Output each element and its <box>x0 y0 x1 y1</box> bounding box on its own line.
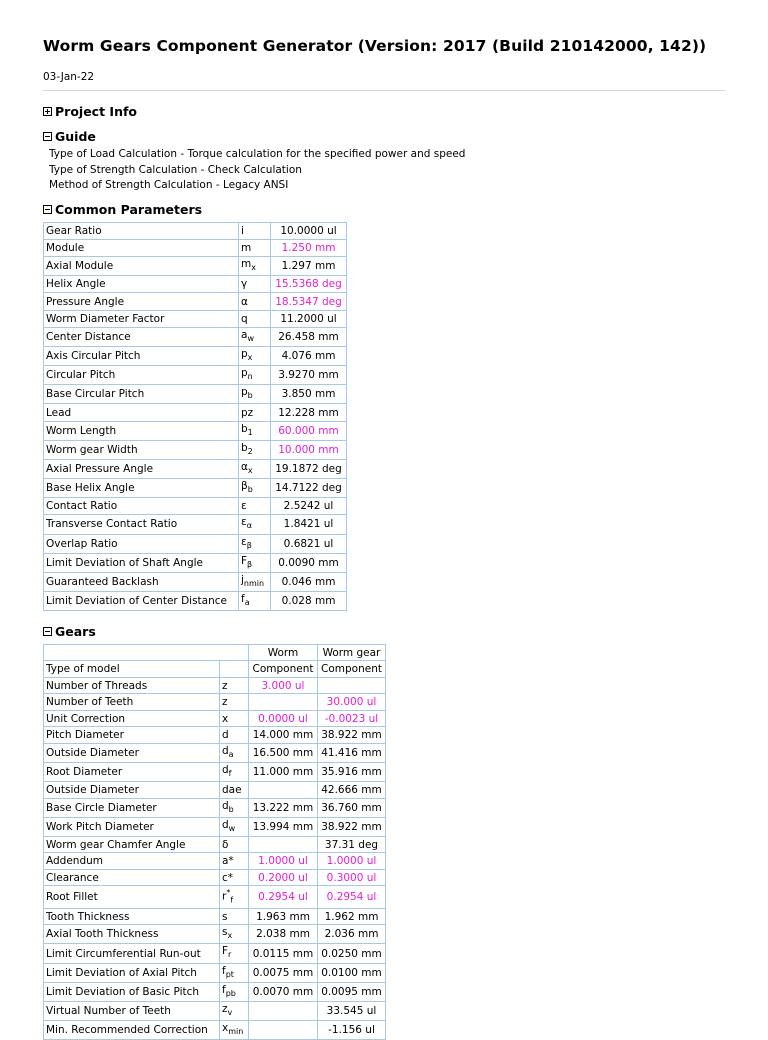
symbol: ε <box>241 516 247 529</box>
param-name: Base Circular Pitch <box>44 385 239 404</box>
table-row <box>44 404 347 421</box>
symbol-cell <box>239 328 271 347</box>
symbol-cell <box>239 498 271 515</box>
param-value: 0.028 mm <box>271 591 347 610</box>
param-name: Gear Ratio <box>44 222 239 239</box>
table-row <box>44 328 347 347</box>
symbol: r <box>222 890 227 903</box>
symbol-subscript: v <box>227 1007 233 1017</box>
symbol: d <box>222 818 229 831</box>
symbol-cell <box>239 553 271 572</box>
section-common-parameters[interactable] <box>43 202 725 218</box>
worm-gear-value: 42.666 mm <box>318 782 386 799</box>
symbol: z <box>222 679 228 692</box>
symbol-subscript: 2 <box>247 446 253 456</box>
worm-value: 0.0070 mm <box>249 982 318 1001</box>
symbol: a* <box>222 855 234 868</box>
worm-value: 0.2954 ul <box>249 886 318 909</box>
table-row <box>44 944 386 963</box>
param-name: Contact Ratio <box>44 498 239 515</box>
worm-gear-value: 2.036 mm <box>318 925 386 944</box>
symbol-cell <box>220 944 249 963</box>
symbol-subscript: b <box>228 804 234 814</box>
table-row <box>44 440 347 459</box>
symbol: a <box>241 329 248 342</box>
symbol-cell <box>239 479 271 498</box>
table-row <box>44 1001 386 1020</box>
symbol-cell <box>220 743 249 762</box>
param-value: 2.5242 ul <box>271 498 347 515</box>
param-name: Worm Length <box>44 421 239 440</box>
collapse-icon[interactable] <box>43 627 52 636</box>
symbol: f <box>222 983 226 996</box>
param-name: Limit Deviation of Center Distance <box>44 591 239 610</box>
table-row <box>44 1020 386 1039</box>
worm-value: 1.0000 ul <box>249 853 318 870</box>
table-row <box>44 710 386 727</box>
table-row <box>44 694 386 711</box>
symbol-subscript: n <box>247 372 253 382</box>
param-value: 1.8421 ul <box>271 515 347 534</box>
param-name: Axis Circular Pitch <box>44 347 239 366</box>
symbol: s <box>222 910 228 923</box>
guide-line: Type of Strength Calculation - Check Calculation <box>49 163 302 176</box>
symbol-subscript: pt <box>225 969 234 979</box>
symbol-subscript: x <box>247 466 253 476</box>
symbol: q <box>241 312 248 325</box>
worm-gear-value: 0.0095 mm <box>318 982 386 1001</box>
table-row <box>44 534 347 553</box>
symbol: dae <box>222 783 242 796</box>
worm-gear-value: 33.545 ul <box>318 1001 386 1020</box>
table-row <box>44 762 386 781</box>
param-name: Axial Tooth Thickness <box>44 925 220 944</box>
symbol-subscript: nmin <box>243 578 265 588</box>
symbol-cell <box>239 404 271 421</box>
symbol-cell <box>220 798 249 817</box>
worm-gear-value: 1.0000 ul <box>318 853 386 870</box>
table-row <box>44 661 386 678</box>
symbol-subscript: a <box>244 597 250 607</box>
table-row <box>44 515 347 534</box>
section-title: Common Parameters <box>55 202 203 217</box>
symbol-cell <box>220 1001 249 1020</box>
collapse-icon[interactable] <box>43 132 52 141</box>
symbol: m <box>241 241 252 254</box>
table-row <box>44 817 386 836</box>
param-value: 1.250 mm <box>271 239 347 256</box>
param-name: Pitch Diameter <box>44 727 220 744</box>
worm-value <box>249 1020 318 1039</box>
symbol: δ <box>222 838 229 851</box>
symbol-subscript: f <box>228 769 232 779</box>
section-title: Gears <box>55 624 96 640</box>
table-row <box>44 982 386 1001</box>
symbol: s <box>222 926 228 939</box>
symbol: F <box>241 554 248 567</box>
worm-value: 3.000 ul <box>249 677 318 694</box>
worm-value: 0.0075 mm <box>249 963 318 982</box>
symbol-cell <box>220 963 249 982</box>
worm-gear-value: 0.3000 ul <box>318 869 386 886</box>
symbol-cell <box>220 710 249 727</box>
param-name: Outside Diameter <box>44 743 220 762</box>
gears-table <box>43 644 386 1040</box>
symbol-cell <box>220 677 249 694</box>
worm-value <box>249 1001 318 1020</box>
symbol-subscript: w <box>247 334 254 344</box>
table-row <box>44 293 347 310</box>
param-value: 14.7122 deg <box>271 479 347 498</box>
section-guide[interactable] <box>43 128 725 144</box>
symbol-cell <box>239 534 271 553</box>
table-row <box>44 421 347 440</box>
table-row <box>44 591 347 610</box>
symbol-cell <box>239 347 271 366</box>
symbol: ε <box>241 500 247 513</box>
param-value: 0.6821 ul <box>271 534 347 553</box>
collapse-icon[interactable] <box>43 205 52 214</box>
worm-value <box>249 782 318 799</box>
symbol-subscript: x <box>251 263 256 273</box>
param-name: Base Helix Angle <box>44 479 239 498</box>
param-name: Lead <box>44 404 239 421</box>
param-name: Center Distance <box>44 328 239 347</box>
divider <box>43 90 725 91</box>
symbol-subscript: min <box>228 1026 244 1036</box>
table-row <box>44 782 386 799</box>
symbol: d <box>222 729 229 742</box>
symbol-cell <box>220 886 249 909</box>
worm-value: 0.2000 ul <box>249 869 318 886</box>
param-value: 19.1872 deg <box>271 459 347 478</box>
param-value: 0.046 mm <box>271 572 347 591</box>
guide-line: Method of Strength Calculation - Legacy ANSI <box>49 179 289 191</box>
worm-value: 2.038 mm <box>249 925 318 944</box>
column-header-worm: Worm <box>249 644 318 661</box>
param-name: Outside Diameter <box>44 782 220 799</box>
symbol: d <box>222 799 229 812</box>
param-value: 3.9270 mm <box>271 366 347 385</box>
symbol-cell <box>220 694 249 711</box>
symbol-subscript: x <box>227 931 233 941</box>
worm-value: 13.222 mm <box>249 798 318 817</box>
symbol: j <box>241 573 244 586</box>
worm-value: 1.963 mm <box>249 908 318 925</box>
symbol: b <box>241 422 248 435</box>
symbol-cell <box>220 853 249 870</box>
header-empty-cell <box>44 644 249 661</box>
param-name: Overlap Ratio <box>44 534 239 553</box>
worm-value <box>249 836 318 853</box>
symbol: p <box>241 348 248 361</box>
table-row <box>44 886 386 909</box>
table-row <box>44 572 347 591</box>
symbol: b <box>241 441 248 454</box>
symbol-subscript: a <box>228 749 234 759</box>
param-name: Worm gear Chamfer Angle <box>44 836 220 853</box>
symbol-cell <box>239 459 271 478</box>
symbol: d <box>222 763 229 776</box>
section-gears[interactable] <box>43 624 725 640</box>
param-name: Axial Pressure Angle <box>44 459 239 478</box>
worm-gear-value: Component <box>318 661 386 678</box>
symbol: i <box>241 224 244 237</box>
symbol: β <box>241 480 248 493</box>
symbol-cell <box>220 661 249 678</box>
param-value: 10.000 mm <box>271 440 347 459</box>
symbol-subscript: b <box>247 485 253 495</box>
param-name: Helix Angle <box>44 276 239 293</box>
param-name: Axial Module <box>44 257 239 276</box>
worm-value: 0.0000 ul <box>249 710 318 727</box>
symbol: f <box>222 964 226 977</box>
column-header-worm-gear: Worm gear <box>318 644 386 661</box>
table-row <box>44 908 386 925</box>
param-name: Limit Deviation of Axial Pitch <box>44 963 220 982</box>
table-row <box>44 836 386 853</box>
symbol-cell <box>239 366 271 385</box>
param-name: Root Diameter <box>44 762 220 781</box>
table-row <box>44 498 347 515</box>
worm-value: Component <box>249 661 318 678</box>
symbol-cell <box>220 1020 249 1039</box>
symbol-superscript: * <box>226 888 231 898</box>
param-value: 12.228 mm <box>271 404 347 421</box>
param-name: Work Pitch Diameter <box>44 817 220 836</box>
param-value: 0.0090 mm <box>271 553 347 572</box>
report-date: 03-Jan-22 <box>43 71 95 83</box>
symbol-cell <box>239 440 271 459</box>
param-name: Transverse Contact Ratio <box>44 515 239 534</box>
symbol-subscript: α <box>246 521 252 531</box>
expand-icon[interactable] <box>43 107 52 116</box>
symbol: m <box>241 258 252 271</box>
symbol: pz <box>241 406 254 419</box>
worm-gear-value: 37.31 deg <box>318 836 386 853</box>
worm-value: 0.0115 mm <box>249 944 318 963</box>
section-project-info[interactable] <box>43 103 725 119</box>
table-row <box>44 553 347 572</box>
symbol-cell <box>239 385 271 404</box>
symbol-cell <box>239 421 271 440</box>
param-name: Clearance <box>44 869 220 886</box>
table-row <box>44 743 386 762</box>
symbol-subscript: β <box>246 540 252 550</box>
symbol: ε <box>241 535 247 548</box>
table-row <box>44 869 386 886</box>
page-title: Worm Gears Component Generator (Version: 2017 (Build 210142000, 142)) <box>43 37 707 55</box>
symbol-cell <box>220 762 249 781</box>
symbol-subscript: w <box>228 823 236 833</box>
worm-gear-value: 0.2954 ul <box>318 886 386 909</box>
symbol: F <box>222 945 229 958</box>
param-name: Base Circle Diameter <box>44 798 220 817</box>
symbol: c* <box>222 871 234 884</box>
worm-value: 14.000 mm <box>249 727 318 744</box>
param-value: 4.076 mm <box>271 347 347 366</box>
symbol-cell <box>239 222 271 239</box>
param-name: Number of Threads <box>44 677 220 694</box>
param-name: Number of Teeth <box>44 694 220 711</box>
param-name: Module <box>44 239 239 256</box>
param-name: Tooth Thickness <box>44 908 220 925</box>
table-row <box>44 479 347 498</box>
section-title: Guide <box>55 128 96 144</box>
symbol-cell <box>239 276 271 293</box>
param-name: Virtual Number of Teeth <box>44 1001 220 1020</box>
symbol-cell <box>220 817 249 836</box>
table-row <box>44 798 386 817</box>
worm-gear-value: 1.962 mm <box>318 908 386 925</box>
symbol: d <box>222 744 229 757</box>
symbol-cell <box>220 908 249 925</box>
param-value: 60.000 mm <box>271 421 347 440</box>
param-name: Limit Circumferential Run-out <box>44 944 220 963</box>
symbol: f <box>241 592 245 605</box>
table-row <box>44 257 347 276</box>
table-row <box>44 853 386 870</box>
worm-gear-value: 30.000 ul <box>318 694 386 711</box>
worm-gear-value: 36.760 mm <box>318 798 386 817</box>
worm-value: 16.500 mm <box>249 743 318 762</box>
table-row <box>44 925 386 944</box>
symbol-cell <box>239 515 271 534</box>
symbol-cell <box>220 925 249 944</box>
common-parameters-table <box>43 222 347 611</box>
symbol-cell <box>239 591 271 610</box>
param-name: Limit Deviation of Basic Pitch <box>44 982 220 1001</box>
worm-gear-value: 0.0250 mm <box>318 944 386 963</box>
worm-value: 11.000 mm <box>249 762 318 781</box>
symbol: z <box>222 1002 228 1015</box>
symbol: p <box>241 367 248 380</box>
worm-gear-value: 38.922 mm <box>318 727 386 744</box>
symbol: p <box>241 386 248 399</box>
symbol-subscript: f <box>230 895 234 905</box>
param-name: Worm gear Width <box>44 440 239 459</box>
table-row <box>44 677 386 694</box>
worm-gear-value: 41.416 mm <box>318 743 386 762</box>
symbol-subscript: b <box>247 391 253 401</box>
param-name: Guaranteed Backlash <box>44 572 239 591</box>
symbol: x <box>222 1021 229 1034</box>
symbol-cell <box>220 727 249 744</box>
param-value: 11.2000 ul <box>271 310 347 327</box>
param-name: Type of model <box>44 661 220 678</box>
param-name: Root Fillet <box>44 886 220 909</box>
param-name: Circular Pitch <box>44 366 239 385</box>
worm-gear-value: -0.0023 ul <box>318 710 386 727</box>
table-row <box>44 347 347 366</box>
symbol-cell <box>239 572 271 591</box>
symbol-subscript: pb <box>225 988 236 998</box>
symbol-subscript: r <box>228 950 232 960</box>
symbol: γ <box>241 278 248 291</box>
param-name: Limit Deviation of Shaft Angle <box>44 553 239 572</box>
table-row <box>44 366 347 385</box>
worm-gear-value: 38.922 mm <box>318 817 386 836</box>
symbol-cell <box>239 257 271 276</box>
guide-list <box>43 147 725 194</box>
param-value: 1.297 mm <box>271 257 347 276</box>
param-value: 10.0000 ul <box>271 222 347 239</box>
guide-line: Type of Load Calculation - Torque calculation for the specified power and speed <box>49 148 466 160</box>
table-row <box>44 963 386 982</box>
param-value: 3.850 mm <box>271 385 347 404</box>
param-name: Min. Recommended Correction <box>44 1020 220 1039</box>
worm-gear-value: -1.156 ul <box>318 1020 386 1039</box>
symbol-cell <box>220 982 249 1001</box>
param-name: Unit Correction <box>44 710 220 727</box>
table-row <box>44 276 347 293</box>
table-header-row <box>44 644 386 661</box>
table-row <box>44 310 347 327</box>
worm-value <box>249 694 318 711</box>
worm-value: 13.994 mm <box>249 817 318 836</box>
symbol-cell <box>239 239 271 256</box>
param-value: 15.5368 deg <box>271 276 347 293</box>
table-row <box>44 459 347 478</box>
symbol-cell <box>239 310 271 327</box>
symbol: α <box>241 295 248 308</box>
table-row <box>44 385 347 404</box>
symbol-subscript: 1 <box>247 427 253 437</box>
symbol: z <box>222 696 228 709</box>
symbol-subscript: β <box>247 559 253 569</box>
section-title: Project Info <box>55 103 137 119</box>
symbol: x <box>222 712 229 725</box>
worm-gear-value: 35.916 mm <box>318 762 386 781</box>
worm-gear-value <box>318 677 386 694</box>
symbol-subscript: x <box>247 353 253 363</box>
param-name: Worm Diameter Factor <box>44 310 239 327</box>
symbol-cell <box>220 869 249 886</box>
symbol-cell <box>220 836 249 853</box>
worm-gear-value: 0.0100 mm <box>318 963 386 982</box>
symbol-cell <box>239 293 271 310</box>
table-row <box>44 239 347 256</box>
symbol-cell <box>220 782 249 799</box>
symbol: α <box>241 460 248 473</box>
table-row <box>44 222 347 239</box>
param-value: 18.5347 deg <box>271 293 347 310</box>
param-value: 26.458 mm <box>271 328 347 347</box>
table-row <box>44 727 386 744</box>
param-name: Pressure Angle <box>44 293 239 310</box>
param-name: Addendum <box>44 853 220 870</box>
